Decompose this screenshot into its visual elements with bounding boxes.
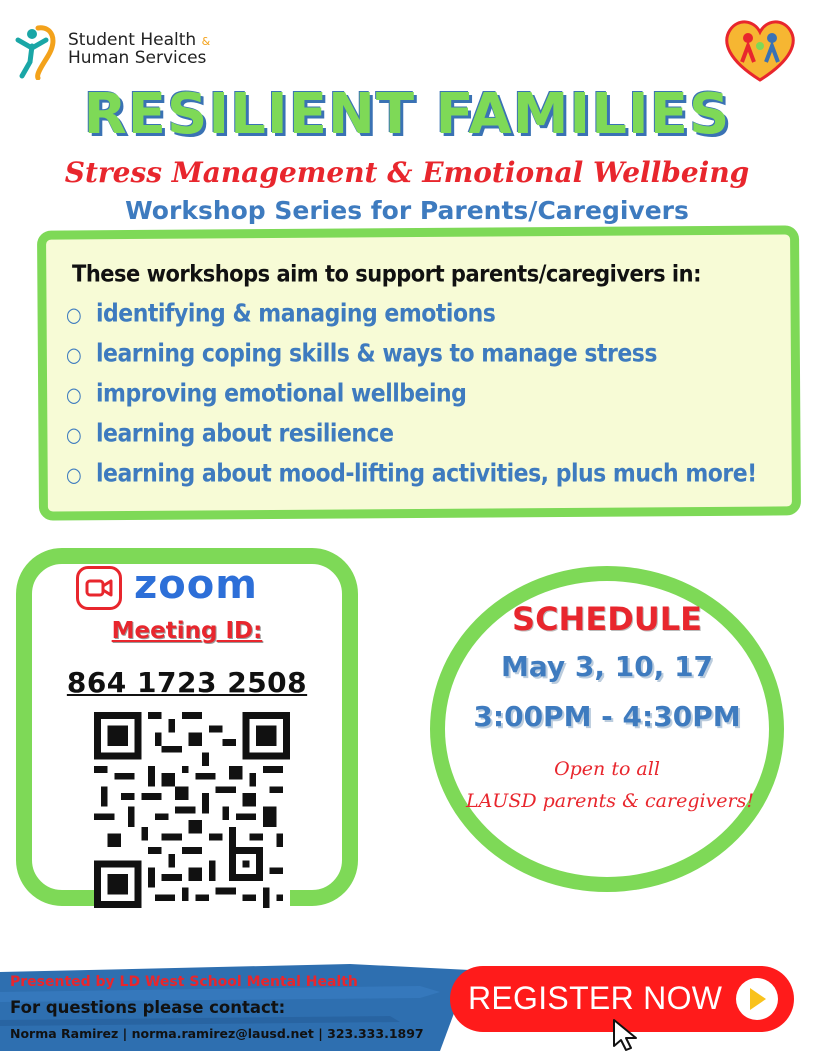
- series-heading: Workshop Series for Parents/Caregivers: [125, 196, 689, 225]
- school-mental-health-logo: [718, 12, 802, 84]
- aim-item: ○ learning about resilience: [66, 420, 394, 448]
- questions-label: For questions please contact:: [10, 998, 286, 1017]
- video-camera-icon: [76, 566, 122, 610]
- aim-item: ○ improving emotional wellbeing: [66, 380, 467, 408]
- org-name: [68, 32, 210, 67]
- meeting-id-value[interactable]: 864 1723 2508: [66, 666, 308, 699]
- zoom-logo: [76, 562, 276, 616]
- org-amp: &: [201, 35, 211, 48]
- cursor-pointer-icon: [612, 1018, 640, 1052]
- aim-item: ○ learning coping skills & ways to manage stress: [66, 340, 657, 368]
- aims-intro: These workshops aim to support parents/caregivers in:: [72, 260, 701, 287]
- bullet-circle-icon: ○: [66, 463, 82, 487]
- play-arrow-icon: [736, 978, 778, 1020]
- bullet-circle-icon: ○: [66, 303, 82, 327]
- aim-item: ○ identifying & managing emotions: [66, 300, 496, 328]
- schedule-label: SCHEDULE: [512, 600, 702, 638]
- bullet-circle-icon: ○: [66, 383, 82, 407]
- shhs-logo: [8, 20, 228, 80]
- qr-code-icon[interactable]: [94, 712, 290, 908]
- subtitle: Stress Management & Emotional Wellbeing: [64, 156, 750, 189]
- presented-by: Presented by LD West School Mental Health: [10, 974, 358, 990]
- person-logo-icon: [8, 20, 64, 80]
- zoom-brand: zoom: [134, 562, 258, 608]
- schedule-open-line2: LAUSD parents & caregivers!: [465, 790, 755, 812]
- org-line2: Human Services: [68, 48, 207, 68]
- page-title: RESILIENT FAMILIES: [83, 82, 731, 147]
- heart-family-icon: [718, 12, 802, 84]
- org-line1: Student Health: [68, 30, 197, 50]
- bullet-circle-icon: ○: [66, 343, 82, 367]
- register-label: REGISTER NOW: [468, 980, 723, 1016]
- bullet-circle-icon: ○: [66, 423, 82, 447]
- schedule-time: 3:00PM - 4:30PM: [473, 700, 741, 733]
- contact-info: Norma Ramirez | norma.ramirez@lausd.net | 323.333.1897: [10, 1026, 424, 1041]
- schedule-dates: May 3, 10, 17: [500, 650, 714, 683]
- meeting-id-label: Meeting ID:: [111, 618, 263, 644]
- aim-item: ○ learning about mood-lifting activities, plus much more!: [66, 460, 757, 488]
- schedule-open-line1: Open to all: [554, 758, 660, 780]
